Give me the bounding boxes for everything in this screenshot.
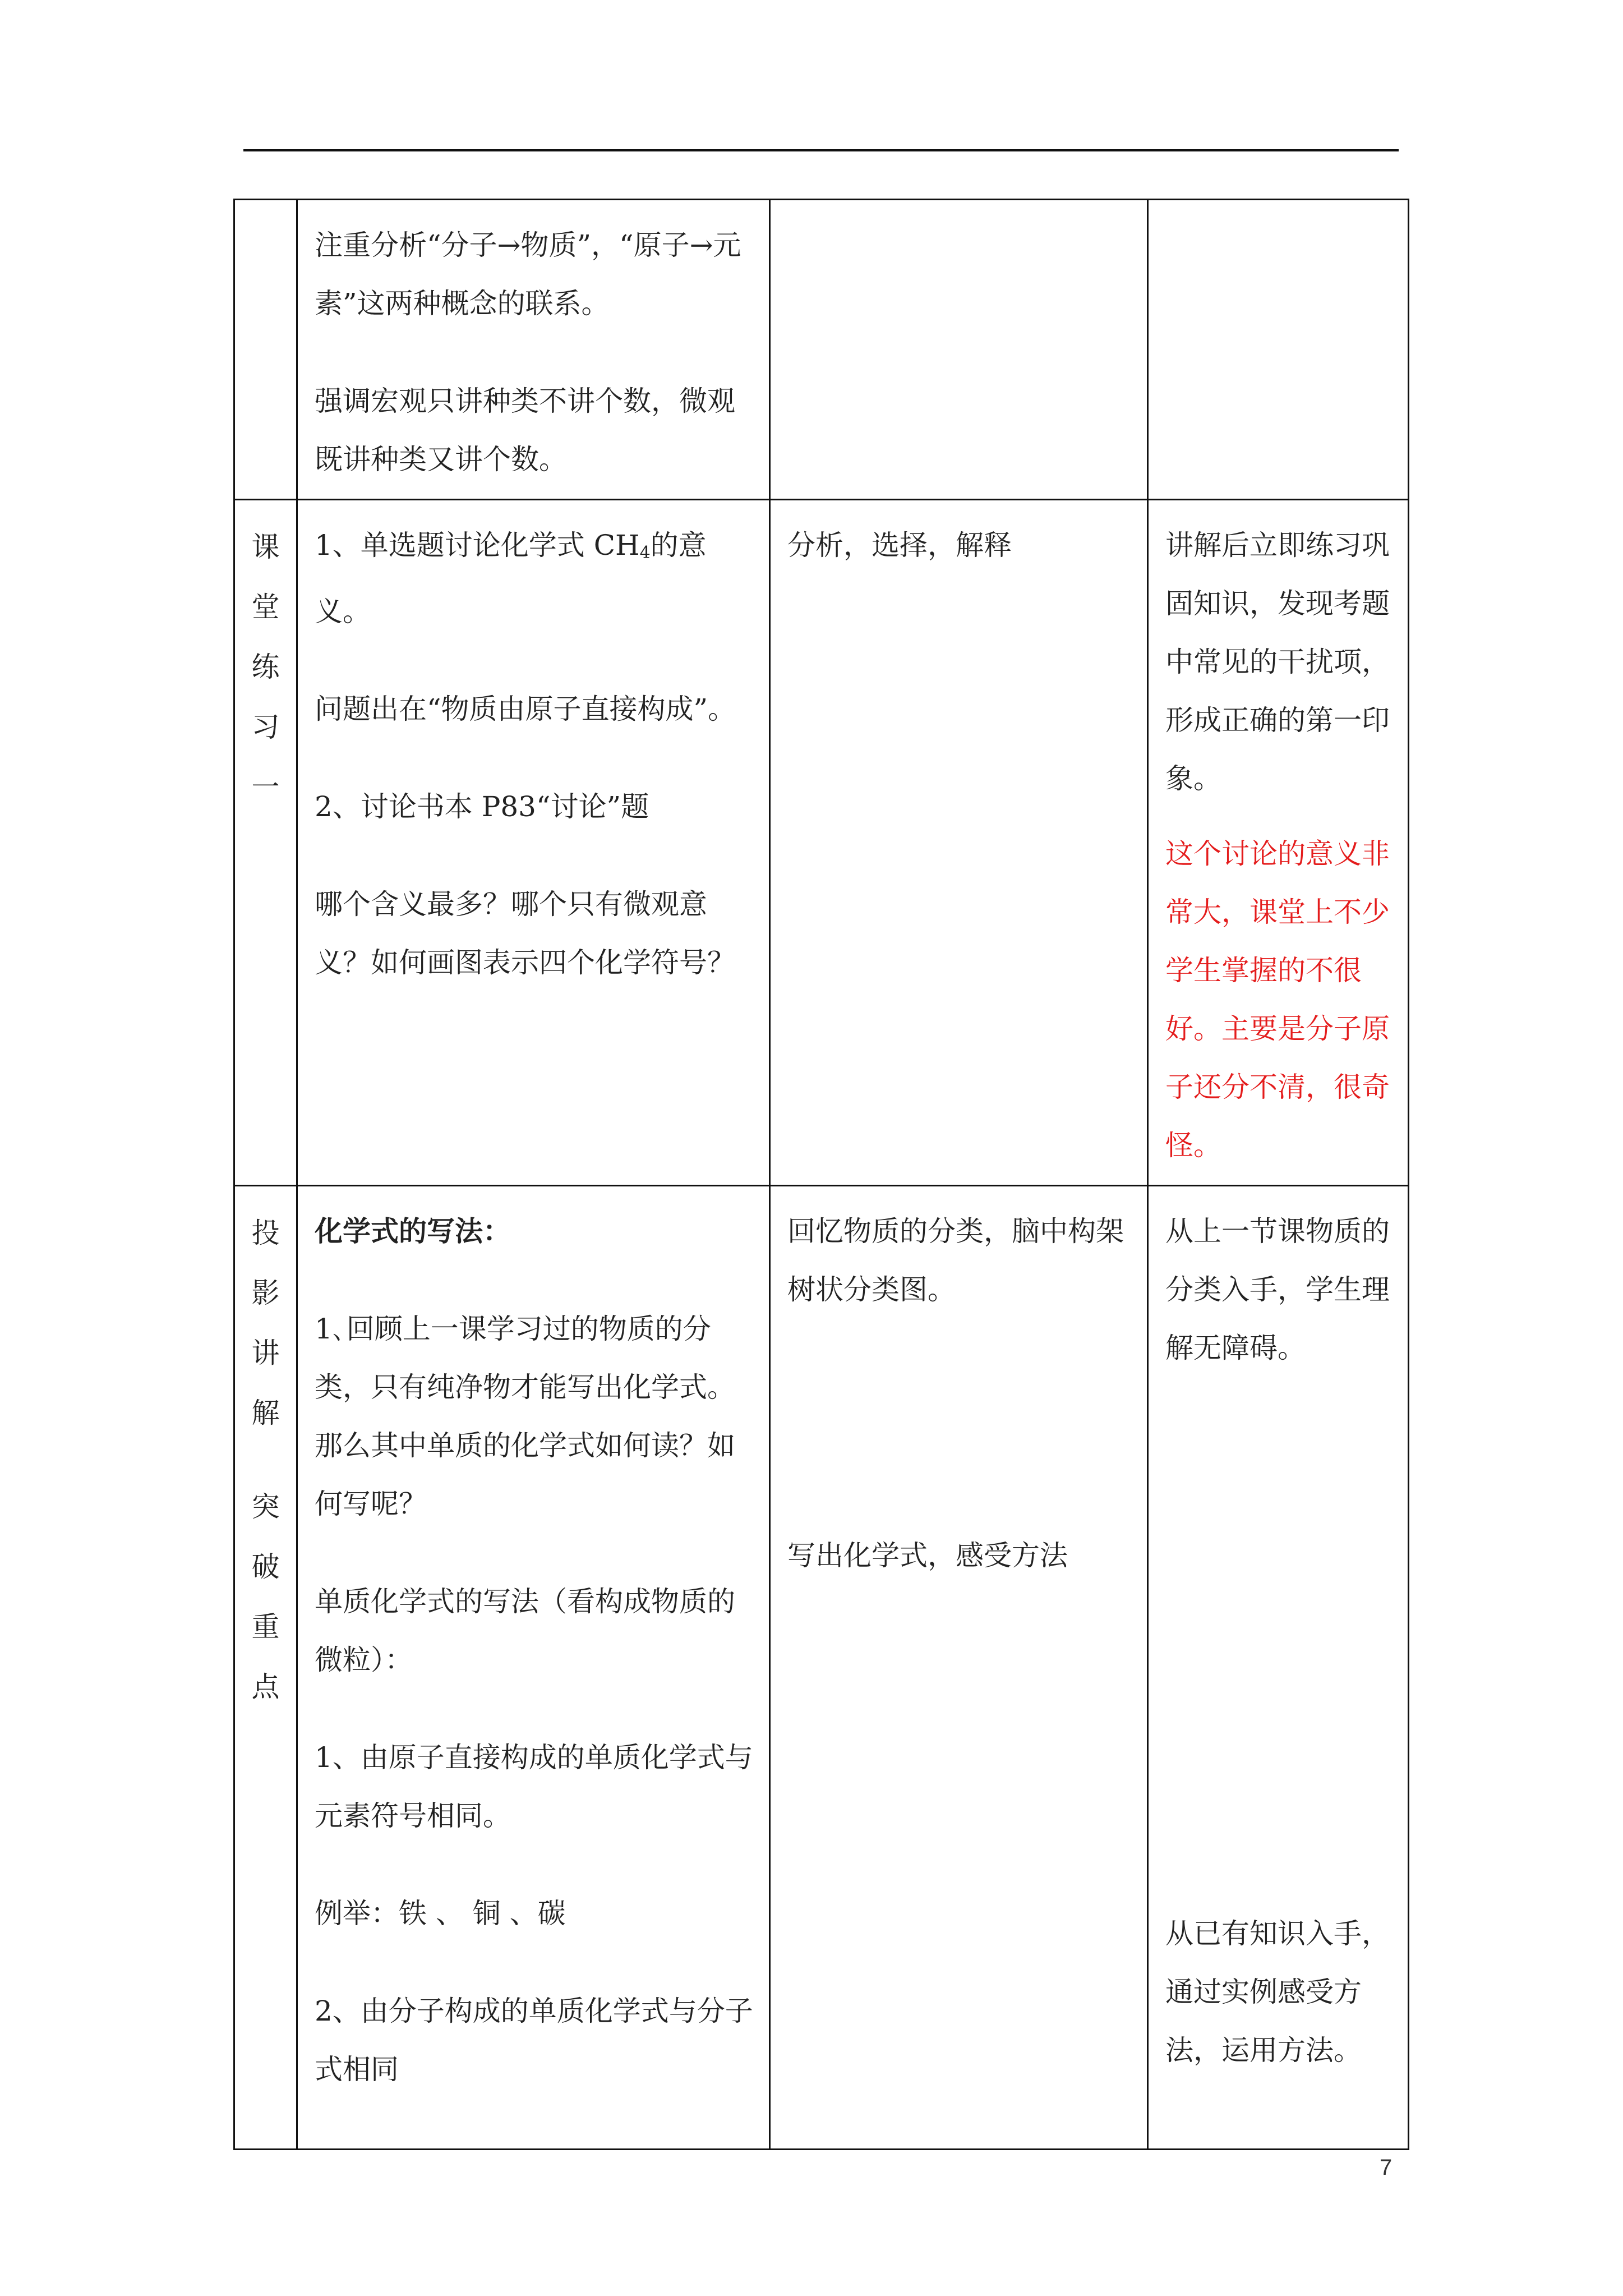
intent-highlight: 这个讨论的意义非常大，课堂上不少学生掌握的不很好。主要是分子原子还分不清，很奇怪。: [1165, 838, 1390, 1162]
row-label-cell: [234, 1186, 297, 2150]
row-label-char: 解: [251, 1397, 280, 1429]
row-label-char: 点: [251, 1671, 280, 1703]
row-label-char: 突: [251, 1490, 280, 1523]
exercise-text: 1、单选题讨论化学式 CH: [315, 529, 640, 562]
intent-cell: [1148, 500, 1409, 1186]
row-label-char: 投: [251, 1217, 280, 1249]
activity-text: 写出化学式，感受方法: [787, 1539, 1068, 1572]
table-row: [234, 1186, 1409, 2150]
content-cell: [297, 500, 770, 1186]
content-paragraph: 1、由原子直接构成的单质化学式与元素符号相同。: [315, 1741, 753, 1832]
row-label-char: 习: [251, 711, 280, 743]
activity-cell: [770, 500, 1148, 1186]
table-row: [234, 500, 1409, 1186]
intent-text: 讲解后立即练习巩固知识，发现考题中常见的干扰项，形成正确的第一印象。: [1165, 529, 1390, 795]
exercise-item: 哪个含义最多？哪个只有微观意义？如何画图表示四个化学符号？: [315, 888, 735, 979]
content-paragraph: 1､回顾上一课学习过的物质的分类，只有纯净物才能写出化学式。那么其中单质的化学式如何读？如何写呢？: [315, 1313, 735, 1520]
row-label-char: 破: [251, 1550, 280, 1583]
section-heading: 化学式的写法：: [315, 1214, 511, 1248]
exercise-item: 2、讨论书本 P83“讨论”题: [315, 790, 649, 823]
row-label-cell: [234, 200, 297, 500]
content-paragraph: 2、由分子构成的单质化学式与分子式相同: [315, 1995, 753, 2086]
row-label-char: 影: [251, 1277, 280, 1309]
intent-text: 从上一节课物质的分类入手，学生理解无障碍。: [1165, 1215, 1390, 1364]
content-paragraph: 注重分析“分子→物质”，“原子→元素”这两种概念的联系。: [315, 229, 741, 320]
intent-cell: [1148, 200, 1409, 500]
activity-cell: [770, 200, 1148, 500]
row-label-char: 重: [251, 1611, 280, 1643]
row-label-char: 堂: [251, 591, 280, 623]
activity-cell: [770, 1186, 1148, 2150]
lesson-plan-table: [233, 199, 1409, 2150]
exercise-item: [315, 516, 754, 641]
table-row: [234, 200, 1409, 500]
activity-text: 回忆物质的分类，脑中构架树状分类图。: [787, 1215, 1124, 1306]
activity-text: 分析，选择，解释: [787, 529, 1012, 562]
intent-text: 从已有知识入手，通过实例感受方法，运用方法。: [1165, 1917, 1390, 2067]
content-paragraph: 例举：铁 、 铜 、碳: [315, 1897, 566, 1930]
content-paragraph: 单质化学式的写法（看构成物质的微粒）：: [315, 1585, 735, 1676]
intent-cell: [1148, 1186, 1409, 2150]
subscript: 4: [639, 543, 651, 563]
content-cell: [297, 1186, 770, 2150]
exercise-item: 问题出在“物质由原子直接构成”。: [315, 693, 736, 725]
row-label-cell: [234, 500, 297, 1186]
content-cell: [297, 200, 770, 500]
header-rule: [243, 149, 1399, 151]
exercise-text: 的意义。: [315, 529, 707, 628]
row-label-char: 一: [251, 771, 280, 803]
page-number: 7: [1380, 2155, 1393, 2180]
row-label-char: 课: [251, 531, 280, 563]
content-paragraph: 强调宏观只讲种类不讲个数，微观既讲种类又讲个数。: [315, 385, 735, 476]
row-label-char: 讲: [251, 1337, 280, 1369]
row-label-char: 练: [251, 651, 280, 683]
